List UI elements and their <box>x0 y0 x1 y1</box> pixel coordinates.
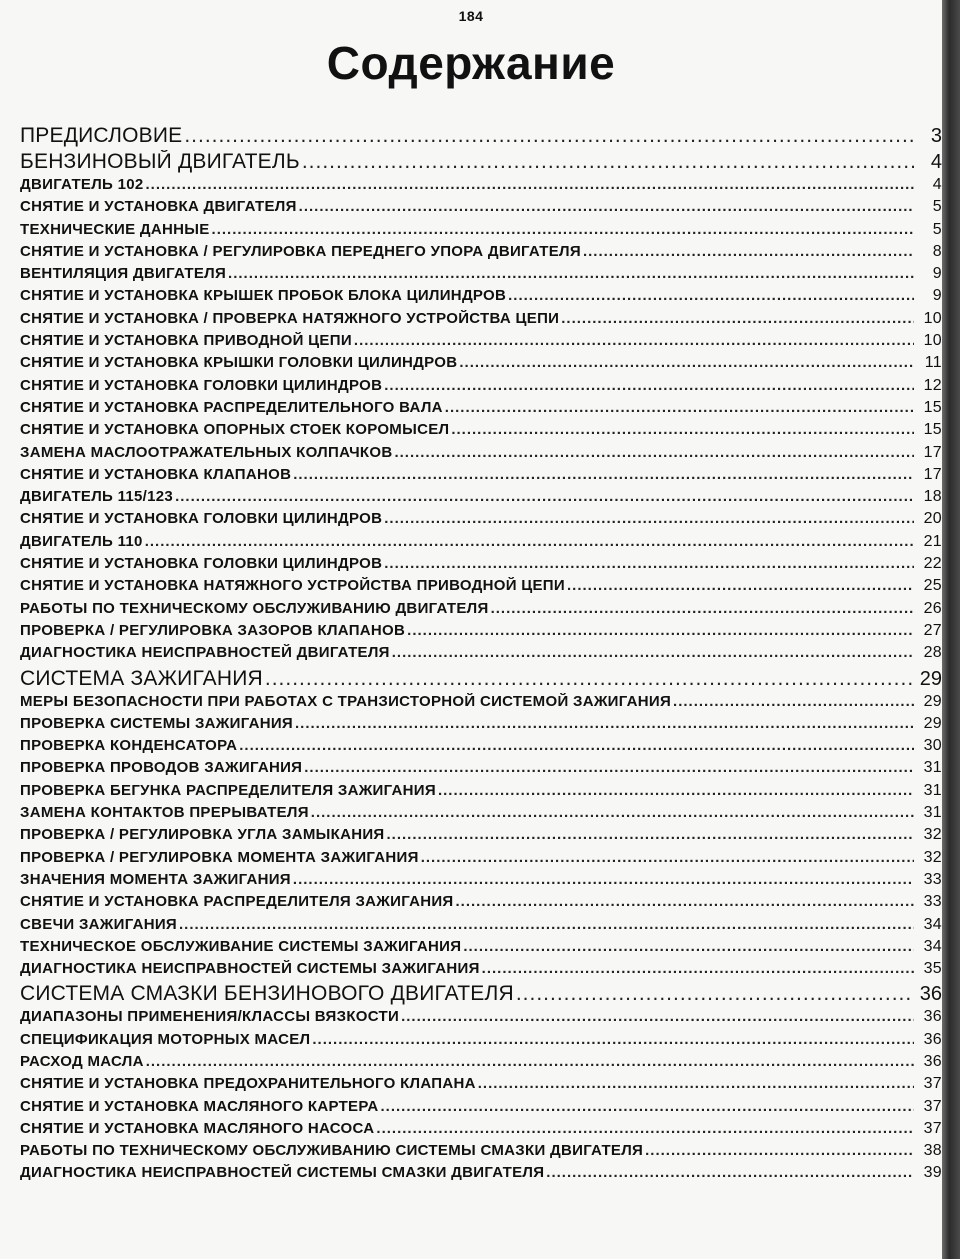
dot-leader <box>299 198 914 215</box>
toc-entry <box>20 533 942 555</box>
toc-entry-page-number: 28 <box>923 644 942 662</box>
toc-entry <box>20 737 942 759</box>
toc-entry-title: БЕНЗИНОВЫЙ ДВИГАТЕЛЬ <box>20 150 300 173</box>
toc-entry-page-number: 31 <box>923 804 942 822</box>
toc-entry-page-number: 36 <box>923 1030 942 1048</box>
toc-entry <box>20 466 942 488</box>
toc-entry-title: СВЕЧИ ЗАЖИГАНИЯ <box>20 915 178 933</box>
toc-entry-title: ЗНАЧЕНИЯ МОМЕНТА ЗАЖИГАНИЯ <box>20 870 291 888</box>
dot-leader <box>212 221 914 238</box>
toc-entry-page-number: 33 <box>923 893 942 911</box>
toc-entry-page-number: 32 <box>923 848 942 866</box>
dot-leader <box>561 310 914 327</box>
toc-entry-page-number: 30 <box>923 737 942 755</box>
toc-entry-title: ПРОВЕРКА КОНДЕНСАТОРА <box>20 737 238 755</box>
toc-entry <box>20 265 942 287</box>
toc-entry <box>20 826 942 848</box>
toc-entry-title: СНЯТИЕ И УСТАНОВКА РАСПРЕДЕЛИТЕЛЯ ЗАЖИГАНИЯ <box>20 893 454 911</box>
dot-leader <box>228 265 914 282</box>
toc-entry <box>20 1164 942 1186</box>
toc-entry-title: ПРОВЕРКА / РЕГУЛИРОВКА МОМЕНТА ЗАЖИГАНИЯ <box>20 848 419 866</box>
toc-entry-page-number: 37 <box>923 1097 942 1115</box>
toc-entry <box>20 555 942 577</box>
toc-entry-page-number: 39 <box>923 1164 942 1182</box>
dot-leader <box>312 1031 914 1048</box>
toc-section-entry <box>20 124 942 150</box>
toc-entry <box>20 622 942 644</box>
toc-entry <box>20 782 942 804</box>
toc-entry-title: ТЕХНИЧЕСКИЕ ДАННЫЕ <box>20 220 210 238</box>
toc-entry-page-number: 4 <box>932 176 942 193</box>
dot-leader <box>583 243 914 260</box>
toc-entry <box>20 221 942 243</box>
toc-entry-page-number: 17 <box>923 443 942 461</box>
toc-entry-title: ЗАМЕНА КОНТАКТОВ ПРЕРЫВАТЕЛЯ <box>20 804 309 822</box>
toc-entry-title: ПРОВЕРКА БЕГУНКА РАСПРЕДЕЛИТЕЛЯ ЗАЖИГАНИЯ <box>20 781 436 799</box>
dot-leader <box>463 938 914 955</box>
toc-entry-page-number: 37 <box>923 1075 942 1093</box>
dot-leader <box>451 421 914 438</box>
dot-leader <box>394 444 914 461</box>
toc-entry <box>20 287 942 309</box>
toc-entry-page-number: 26 <box>923 599 942 617</box>
toc-entry-page-number: 31 <box>923 759 942 777</box>
toc-entry-title: ПРОВЕРКА ПРОВОДОВ ЗАЖИГАНИЯ <box>20 759 303 777</box>
toc-entry-page-number: 9 <box>932 265 942 283</box>
dot-leader <box>456 893 914 910</box>
toc-entry-title: СИСТЕМА СМАЗКИ БЕНЗИНОВОГО ДВИГАТЕЛЯ <box>20 982 514 1006</box>
page-number: 184 <box>458 8 484 24</box>
toc-entry-title: МЕРЫ БЕЗОПАСНОСТИ ПРИ РАБОТАХ С ТРАНЗИСТОРНОЙ СИСТЕМОЙ ЗАЖИГАНИЯ <box>20 692 672 710</box>
dot-leader <box>459 354 914 371</box>
toc-entry <box>20 399 942 421</box>
toc-entry <box>20 198 942 220</box>
dot-leader <box>239 737 914 754</box>
toc-entry-page-number: 36 <box>919 983 942 1006</box>
toc-entry-page-number: 15 <box>923 421 942 439</box>
toc-entry-title: ПРОВЕРКА СИСТЕМЫ ЗАЖИГАНИЯ <box>20 714 293 732</box>
toc-entry-title: СНЯТИЕ И УСТАНОВКА ОПОРНЫХ СТОЕК КОРОМЫСЕЛ <box>20 421 450 439</box>
toc-entry-page-number: 20 <box>923 510 942 528</box>
toc-entry-page-number: 34 <box>923 937 942 955</box>
dot-leader <box>438 782 914 799</box>
toc-entry-title: ДВИГАТЕЛЬ 115/123 <box>20 488 174 506</box>
toc-entry <box>20 849 942 871</box>
dot-leader <box>516 982 914 1006</box>
toc-entry-page-number: 36 <box>923 1008 942 1026</box>
toc-entry-title: СНЯТИЕ И УСТАНОВКА ГОЛОВКИ ЦИЛИНДРОВ <box>20 555 383 573</box>
toc-entry-page-number: 36 <box>923 1052 942 1070</box>
dot-leader <box>376 1120 914 1137</box>
dot-leader <box>311 804 914 821</box>
dot-leader <box>184 124 914 148</box>
toc-entry-title: СНЯТИЕ И УСТАНОВКА НАТЯЖНОГО УСТРОЙСТВА ПРИВОДНОЙ ЦЕПИ <box>20 577 565 595</box>
toc-entry <box>20 759 942 781</box>
toc-entry-page-number: 4 <box>930 151 942 173</box>
toc-entry <box>20 1120 942 1142</box>
toc-entry-page-number: 31 <box>923 781 942 799</box>
toc-entry <box>20 715 942 737</box>
toc-entry-page-number: 25 <box>923 577 942 595</box>
dot-leader <box>421 849 914 866</box>
toc-entry <box>20 938 942 960</box>
toc-entry <box>20 310 942 332</box>
toc-entry-title: СНЯТИЕ И УСТАНОВКА ПРЕДОХРАНИТЕЛЬНОГО КЛАПАНА <box>20 1075 476 1093</box>
dot-leader <box>392 644 914 661</box>
toc-entry-page-number: 10 <box>923 332 942 350</box>
toc-entry-title: РАБОТЫ ПО ТЕХНИЧЕСКОМУ ОБСЛУЖИВАНИЮ СИСТЕМЫ СМАЗКИ ДВИГАТЕЛЯ <box>20 1142 644 1160</box>
toc-entry <box>20 510 942 532</box>
toc-entry <box>20 421 942 443</box>
toc-entry-title: СИСТЕМА ЗАЖИГАНИЯ <box>20 666 263 690</box>
dot-leader <box>482 960 914 977</box>
toc-entry <box>20 377 942 399</box>
toc-section-entry <box>20 982 942 1008</box>
toc-entry-page-number: 9 <box>932 287 942 305</box>
dot-leader <box>673 693 914 710</box>
dot-leader <box>407 622 914 639</box>
toc-entry-page-number: 5 <box>932 220 942 238</box>
toc-entry <box>20 243 942 265</box>
toc-entry-page-number: 29 <box>923 714 942 732</box>
toc-entry-title: ДИАГНОСТИКА НЕИСПРАВНОСТЕЙ ДВИГАТЕЛЯ <box>20 644 390 662</box>
toc-entry <box>20 332 942 354</box>
toc-entry-title: ДВИГАТЕЛЬ 110 <box>20 532 143 550</box>
toc-entry-title: СПЕЦИФИКАЦИЯ МОТОРНЫХ МАСЕЛ <box>20 1030 311 1048</box>
dot-leader <box>387 826 914 843</box>
toc-entry <box>20 488 942 510</box>
toc-entry-page-number: 15 <box>923 398 942 416</box>
toc-entry-page-number: 11 <box>924 354 942 372</box>
toc-entry-title: СНЯТИЕ И УСТАНОВКА / РЕГУЛИРОВКА ПЕРЕДНЕГО УПОРА ДВИГАТЕЛЯ <box>20 242 581 260</box>
toc-entry-title: СНЯТИЕ И УСТАНОВКА РАСПРЕДЕЛИТЕЛЬНОГО ВАЛА <box>20 398 443 416</box>
toc-entry-page-number: 10 <box>923 309 942 327</box>
dot-leader <box>293 871 914 888</box>
toc-entry <box>20 1031 942 1053</box>
dot-leader <box>384 510 914 527</box>
toc-entry-title: ДИАГНОСТИКА НЕИСПРАВНОСТЕЙ СИСТЕМЫ СМАЗКИ ДВИГАТЕЛЯ <box>20 1164 545 1182</box>
dot-leader <box>384 377 914 394</box>
toc-entry-title: СНЯТИЕ И УСТАНОВКА МАСЛЯНОГО КАРТЕРА <box>20 1097 379 1115</box>
dot-leader <box>304 759 914 776</box>
toc-entry-page-number: 32 <box>923 826 942 844</box>
dot-leader <box>295 715 914 732</box>
toc-entry-page-number: 18 <box>923 488 942 506</box>
toc-entry-title: РАСХОД МАСЛА <box>20 1052 144 1070</box>
dot-leader <box>293 466 914 483</box>
toc-entry-title: ПРОВЕРКА / РЕГУЛИРОВКА ЗАЗОРОВ КЛАПАНОВ <box>20 621 406 639</box>
toc-entry <box>20 1008 942 1030</box>
toc-entry <box>20 804 942 826</box>
toc-entry-title: СНЯТИЕ И УСТАНОВКА КРЫШКИ ГОЛОВКИ ЦИЛИНДРОВ <box>20 354 458 372</box>
toc-entry-title: ТЕХНИЧЕСКОЕ ОБСЛУЖИВАНИЕ СИСТЕМЫ ЗАЖИГАНИЯ <box>20 937 462 955</box>
dot-leader <box>645 1142 914 1159</box>
page-edge-shadow <box>942 0 960 1259</box>
toc-section-entry <box>20 150 942 176</box>
toc-entry-title: ДИАПАЗОНЫ ПРИМЕНЕНИЯ/КЛАССЫ ВЯЗКОСТИ <box>20 1008 400 1026</box>
toc-entry <box>20 1053 942 1075</box>
dot-leader <box>401 1008 914 1025</box>
toc-entry <box>20 960 942 982</box>
toc-entry-title: СНЯТИЕ И УСТАНОВКА МАСЛЯНОГО НАСОСА <box>20 1119 375 1137</box>
toc-entry-title: СНЯТИЕ И УСТАНОВКА ГОЛОВКИ ЦИЛИНДРОВ <box>20 510 383 528</box>
toc-entry <box>20 916 942 938</box>
toc-entry-page-number: 22 <box>923 555 942 573</box>
toc-entry-page-number: 21 <box>923 532 942 550</box>
toc-entry-page-number: 3 <box>930 125 942 147</box>
toc-entry-page-number: 37 <box>923 1119 942 1137</box>
toc-entry <box>20 871 942 893</box>
toc-entry-page-number: 33 <box>923 870 942 888</box>
toc-entry-title: ПРОВЕРКА / РЕГУЛИРОВКА УГЛА ЗАМЫКАНИЯ <box>20 826 385 844</box>
dot-leader <box>491 600 914 617</box>
toc-entry-title: СНЯТИЕ И УСТАНОВКА КРЫШЕК ПРОБОК БЛОКА ЦИЛИНДРОВ <box>20 287 507 305</box>
toc-entry-title: СНЯТИЕ И УСТАНОВКА ГОЛОВКИ ЦИЛИНДРОВ <box>20 376 383 394</box>
toc-entry <box>20 644 942 666</box>
dot-leader <box>302 150 914 174</box>
toc-entry <box>20 1142 942 1164</box>
toc-entry-page-number: 5 <box>932 198 942 216</box>
toc-entry <box>20 1098 942 1120</box>
toc-entry <box>20 693 942 715</box>
toc-entry-page-number: 34 <box>923 915 942 933</box>
dot-leader <box>265 667 914 691</box>
dot-leader <box>175 488 914 505</box>
toc-entry-page-number: 35 <box>923 960 942 978</box>
toc-entry <box>20 1075 942 1097</box>
toc-entry-title: ВЕНТИЛЯЦИЯ ДВИГАТЕЛЯ <box>20 265 227 283</box>
table-of-contents <box>20 124 942 1187</box>
toc-entry-page-number: 38 <box>923 1142 942 1160</box>
dot-leader <box>146 176 914 193</box>
dot-leader <box>179 916 914 933</box>
dot-leader <box>478 1075 914 1092</box>
toc-entry-page-number: 17 <box>923 465 942 483</box>
dot-leader <box>354 332 914 349</box>
toc-entry-title: ЗАМЕНА МАСЛООТРАЖАТЕЛЬНЫХ КОЛПАЧКОВ <box>20 443 393 461</box>
toc-entry-title: СНЯТИЕ И УСТАНОВКА ПРИВОДНОЙ ЦЕПИ <box>20 332 352 350</box>
toc-entry <box>20 600 942 622</box>
dot-leader <box>146 1053 914 1070</box>
toc-entry-title: СНЯТИЕ И УСТАНОВКА ДВИГАТЕЛЯ <box>20 198 297 216</box>
dot-leader <box>546 1164 914 1181</box>
toc-entry-page-number: 27 <box>923 621 942 639</box>
toc-entry-page-number: 29 <box>923 692 942 710</box>
toc-entry-title: ДВИГАТЕЛЬ 102 <box>20 176 144 193</box>
toc-entry <box>20 893 942 915</box>
toc-entry-page-number: 8 <box>932 242 942 260</box>
dot-leader <box>145 533 914 550</box>
toc-entry-page-number: 29 <box>919 667 942 690</box>
toc-entry-title: СНЯТИЕ И УСТАНОВКА / ПРОВЕРКА НАТЯЖНОГО УСТРОЙСТВА ЦЕПИ <box>20 309 560 327</box>
dot-leader <box>567 577 914 594</box>
page-title: Содержание <box>326 37 616 89</box>
toc-section-entry <box>20 667 942 693</box>
dot-leader <box>384 555 914 572</box>
dot-leader <box>445 399 914 416</box>
toc-entry <box>20 176 942 198</box>
dot-leader <box>380 1098 914 1115</box>
toc-entry-title: ДИАГНОСТИКА НЕИСПРАВНОСТЕЙ СИСТЕМЫ ЗАЖИГАНИЯ <box>20 960 480 978</box>
toc-entry-title: РАБОТЫ ПО ТЕХНИЧЕСКОМУ ОБСЛУЖИВАНИЮ ДВИГАТЕЛЯ <box>20 599 489 617</box>
toc-entry <box>20 354 942 376</box>
toc-entry-title: ПРЕДИСЛОВИЕ <box>20 124 183 147</box>
toc-entry <box>20 577 942 599</box>
toc-entry-page-number: 12 <box>923 376 942 394</box>
dot-leader <box>508 287 914 304</box>
toc-entry-title: СНЯТИЕ И УСТАНОВКА КЛАПАНОВ <box>20 465 292 483</box>
toc-entry <box>20 444 942 466</box>
